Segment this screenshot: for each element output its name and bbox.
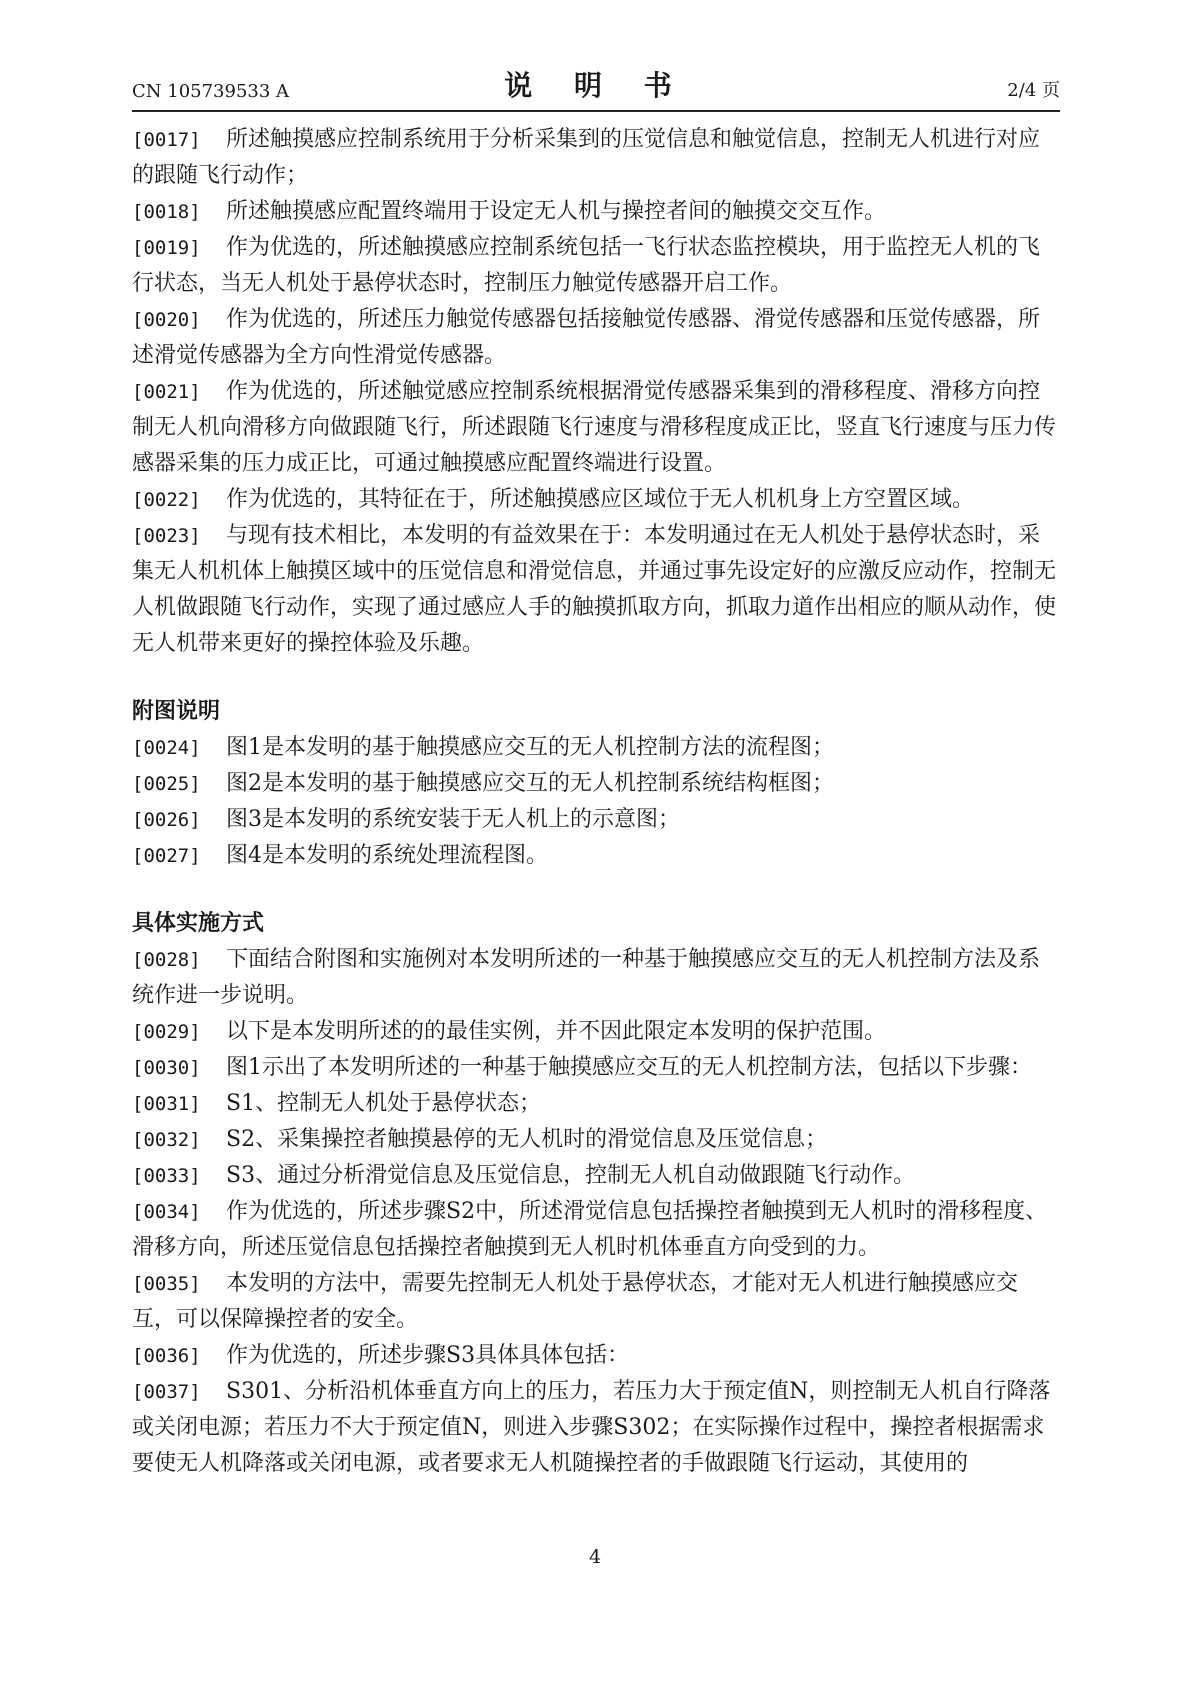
paragraph-number: [0036] [132, 1345, 201, 1367]
paragraph-text: 图3是本发明的系统安装于无人机上的示意图； [226, 807, 680, 832]
paragraph-number: [0034] [132, 1201, 201, 1223]
paragraph-number: [0020] [132, 309, 201, 331]
paragraph-text: 作为优选的，所述步骤S3具体具体包括： [226, 1343, 630, 1368]
paragraph-text: 作为优选的，其特征在于，所述触摸感应区域位于无人机机身上方空置区域。 [226, 487, 975, 512]
paragraph-number: [0026] [132, 809, 201, 831]
paragraph-text: 作为优选的，所述步骤S2中，所述滑觉信息包括操控者触摸到无人机时的滑移程度、滑移方向，所述压觉信息包括操控者触摸到无人机时机体垂直方向受到的力。 [132, 1199, 1048, 1260]
paragraph-number: [0025] [132, 773, 201, 795]
paragraph-text: 本发明的方法中，需要先控制无人机处于悬停状态，才能对无人机进行触摸感应交互，可以保障操控者的安全。 [132, 1271, 1019, 1332]
paragraph [132, 766, 1060, 802]
paragraph-text: 作为优选的，所述触觉感应控制系统根据滑觉传感器采集到的滑移程度、滑移方向控制无人机向滑移方向做跟随飞行，所述跟随飞行速度与滑移程度成正比，竖直飞行速度与压力传感器采集的压力成正比，可通过触摸感应配置终端进行设置。 [132, 379, 1057, 476]
paragraph-number: [0021] [132, 381, 201, 403]
page-count: 2/4 页 [1007, 80, 1060, 101]
paragraph-number: [0037] [132, 1381, 201, 1403]
paragraph-text: S2、采集操控者触摸悬停的无人机时的滑觉信息及压觉信息； [226, 1127, 828, 1152]
paragraph [132, 374, 1060, 482]
paragraph [132, 230, 1060, 302]
paragraph-number: [0024] [132, 737, 201, 759]
paragraph-number: [0022] [132, 489, 201, 511]
paragraph-text: 图1是本发明的基于触摸感应交互的无人机控制方法的流程图； [226, 735, 834, 760]
paragraph [132, 1266, 1060, 1338]
paragraph-number: [0023] [132, 525, 201, 547]
paragraph-number: [0017] [132, 129, 201, 151]
paragraph-text: 图2是本发明的基于触摸感应交互的无人机控制系统结构框图； [226, 771, 834, 796]
paragraph [132, 122, 1060, 194]
paragraph-number: [0019] [132, 237, 201, 259]
paragraph [132, 1338, 1060, 1374]
document-id: CN 105739533 A [132, 81, 290, 102]
paragraph-text: S3、通过分析滑觉信息及压觉信息，控制无人机自动做跟随飞行动作。 [226, 1163, 916, 1188]
paragraph [132, 802, 1060, 838]
paragraph-text: S1、控制无人机处于悬停状态； [226, 1091, 542, 1116]
paragraph-text: 所述触摸感应配置终端用于设定无人机与操控者间的触摸交交互作。 [226, 199, 887, 224]
section-heading: 附图说明 [132, 699, 221, 724]
paragraph [132, 518, 1060, 662]
paragraph-number: [0035] [132, 1273, 201, 1295]
paragraph-text: 与现有技术相比，本发明的有益效果在于：本发明通过在无人机处于悬停状态时，采集无人机机体上触摸区域中的压觉信息和滑觉信息，并通过事先设定好的应激反应动作，控制无人机做跟随飞行动作，实现了通过感应人手的触摸抓取方向，抓取力道作出相应的顺从动作，使无人机带来更好的操控体验及乐趣。 [132, 523, 1057, 656]
paragraph [132, 1122, 1060, 1158]
paragraph-number: [0030] [132, 1057, 201, 1079]
paragraph [132, 942, 1060, 1014]
paragraph-number: [0031] [132, 1093, 201, 1115]
page-number: 4 [588, 1546, 602, 1568]
paragraph-text: S301、分析沿机体垂直方向上的压力，若压力大于预定值N，则控制无人机自行降落或关闭电源；若压力不大于预定值N，则进入步骤S302；在实际操作过程中，操控者根据需求要使无人机降落或关闭电源，或者要求无人机随操控者的手做跟随飞行运动，其使用的 [132, 1379, 1051, 1476]
paragraph [132, 1158, 1060, 1194]
paragraph-number: [0028] [132, 949, 201, 971]
paragraph [132, 1194, 1060, 1266]
section-heading: 具体实施方式 [132, 911, 265, 936]
paragraph-number: [0033] [132, 1165, 201, 1187]
paragraph-text: 下面结合附图和实施例对本发明所述的一种基于触摸感应交互的无人机控制方法及系统作进一步说明。 [132, 947, 1041, 1008]
paragraph [132, 1086, 1060, 1122]
paragraph [132, 730, 1060, 766]
paragraph-text: 图1示出了本发明所述的一种基于触摸感应交互的无人机控制方法，包括以下步骤： [226, 1055, 1032, 1080]
paragraph [132, 194, 1060, 230]
section-spacer [132, 874, 1060, 906]
paragraph-number: [0032] [132, 1129, 201, 1151]
page-header [132, 66, 1060, 112]
paragraph-text: 作为优选的，所述触摸感应控制系统包括一飞行状态监控模块，用于监控无人机的飞行状态，当无人机处于悬停状态时，控制压力触觉传感器开启工作。 [132, 235, 1041, 296]
paragraph-number: [0029] [132, 1021, 201, 1043]
paragraph-number: [0027] [132, 845, 201, 867]
paragraph [132, 1050, 1060, 1086]
paragraph [132, 482, 1060, 518]
paragraph-text: 以下是本发明所述的的最佳实例，并不因此限定本发明的保护范围。 [226, 1019, 887, 1044]
page-title: 说 明 书 [504, 69, 688, 102]
document-body [132, 122, 1060, 1482]
section-spacer [132, 662, 1060, 694]
paragraph-text: 作为优选的，所述压力触觉传感器包括接触觉传感器、滑觉传感器和压觉传感器，所述滑觉传感器为全方向性滑觉传感器。 [132, 307, 1041, 368]
paragraph-text: 图4是本发明的系统处理流程图。 [226, 843, 548, 868]
paragraph [132, 838, 1060, 874]
paragraph-number: [0018] [132, 201, 201, 223]
paragraph-text: 所述触摸感应控制系统用于分析采集到的压觉信息和触觉信息，控制无人机进行对应的跟随飞行动作； [132, 127, 1041, 188]
paragraph [132, 1374, 1060, 1482]
paragraph [132, 302, 1060, 374]
paragraph [132, 1014, 1060, 1050]
